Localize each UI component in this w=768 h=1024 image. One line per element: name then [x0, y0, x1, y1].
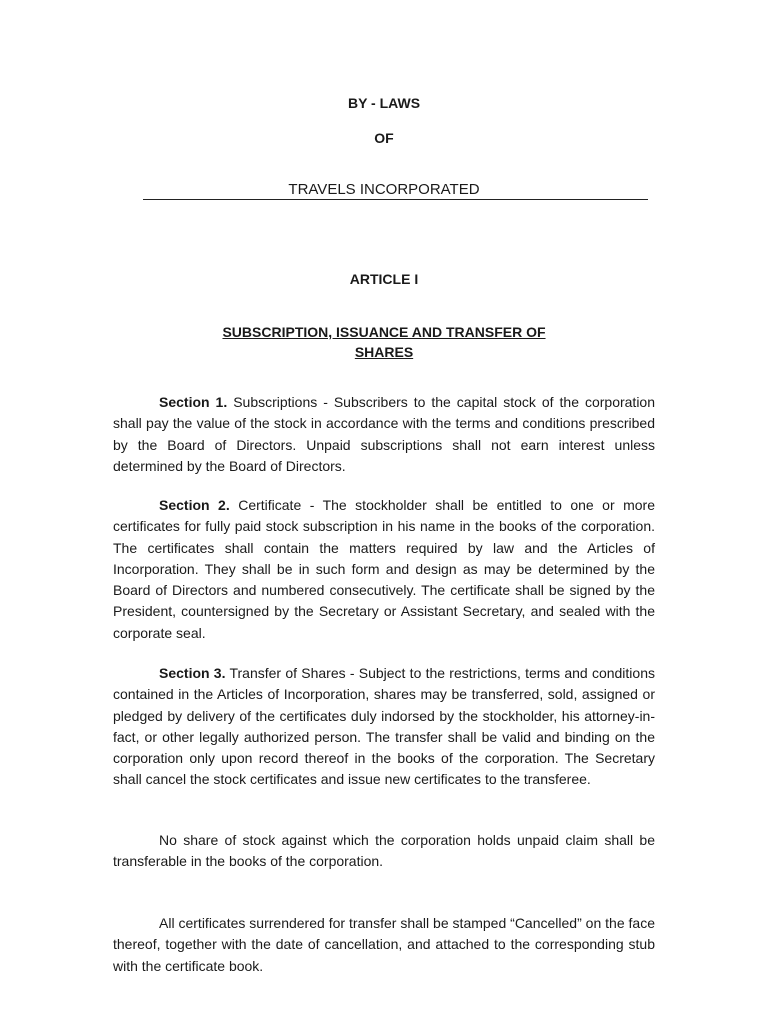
title-of-line: OF	[374, 130, 394, 146]
section-2-label: Section 2.	[159, 497, 230, 513]
section-1-label: Section 1.	[159, 394, 228, 410]
section-3-text: Transfer of Shares - Subject to the restrictions, terms and conditions contained in the Articles of Incorporation, shares may be transferred, sold, assigned or pledged by delivery of the certificates duly indorsed by the stockholder, his attorney-in- fact, or other legally authorized person. The transfer shall be valid and binding on the corporation only upon record thereof in the books of the corporation. The Secretary shall cancel the stock certificates and issue new certificates to the transferee.	[113, 665, 655, 788]
section-2-text: Certificate - The stockholder shall be entitled to one or more certificates for fully paid stock subscription in his name in the books of the corporation. The certificates shall contain the matters required by law and the Articles of Incorporation. They shall be in such form and design as may be determined by the Board of Directors and numbered consecutively. The certificate shall be signed by the President, countersigned by the Secretary or Assistant Secretary, and sealed with the corporate seal.	[113, 497, 655, 641]
cancelled-certificates-paragraph: All certificates surrendered for transfer shall be stamped “Cancelled” on the face thereof, together with the date of cancellation, and attached to the corresponding stub with the certificate book.	[113, 915, 655, 974]
corporation-name: TRAVELS INCORPORATED	[288, 181, 480, 198]
unpaid-claim-paragraph: No share of stock against which the corporation holds unpaid claim shall be transferable in the books of the corporation.	[113, 832, 655, 870]
subject-line-1: SUBSCRIPTION, ISSUANCE AND TRANSFER OF	[222, 324, 546, 340]
section-3-paragraph	[113, 663, 655, 791]
article-heading: ARTICLE I	[349, 271, 419, 287]
document-title: BY - LAWS	[347, 95, 421, 111]
section-2-paragraph	[113, 495, 655, 644]
section-1-text: Subscriptions - Subscribers to the capital stock of the corporation shall pay the value of the stock in accordance with the terms and conditions prescribed by the Board of Directors. Unpaid subscriptions shall not earn interest unless determined by the Board of Directors.	[113, 394, 656, 474]
subject-line-2: SHARES	[354, 344, 414, 360]
article-subject-heading	[0, 322, 768, 362]
corporation-name-underline	[143, 199, 648, 200]
section-1-paragraph	[113, 392, 655, 477]
section-3-label: Section 3.	[159, 665, 226, 681]
